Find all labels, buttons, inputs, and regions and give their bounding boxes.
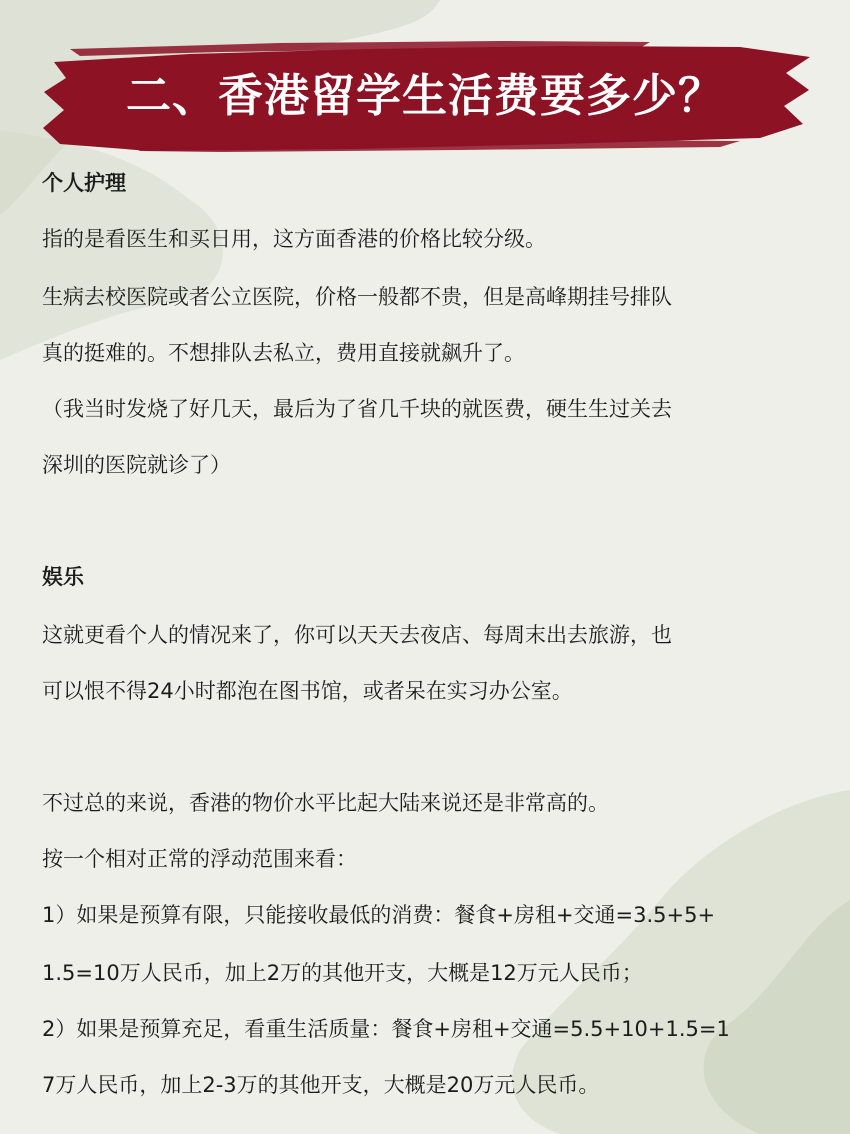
list-item-budget-limited: 1）如果是预算有限，只能接收最低的消费：餐食+房租+交通=3.5+5+	[42, 903, 716, 927]
paragraph-line: 指的是看医生和买日用，这方面香港的价格比较分级。	[42, 227, 546, 251]
paragraph-line: （我当时发烧了好几天，最后为了省几千块的就医费，硬生生过关去	[42, 397, 672, 421]
paragraph-line: 深圳的医院就诊了）	[42, 453, 231, 477]
paragraph-line: 这就更看个人的情况来了，你可以天天去夜店、每周末出去旅游，也	[42, 623, 672, 647]
paragraph-line: 按一个相对正常的浮动范围来看：	[42, 847, 357, 871]
paragraph-line: 真的挺难的。不想排队去私立，费用直接就飙升了。	[42, 341, 525, 365]
section-heading-entertainment: 娱乐	[42, 565, 84, 589]
page-title: 二、香港留学生活费要多少？	[125, 69, 724, 122]
paragraph-line: 不过总的来说，香港的物价水平比起大陆来说还是非常高的。	[42, 791, 609, 815]
paragraph-line: 生病去校医院或者公立医院，价格一般都不贵，但是高峰期挂号排队	[42, 285, 672, 309]
list-item-budget-limited-cont: 1.5=10万人民币，加上2万的其他开支，大概是12万元人民币；	[42, 961, 643, 985]
section-heading-personal-care: 个人护理	[42, 171, 126, 195]
list-item-budget-ample-cont: 7万人民币，加上2-3万的其他开支，大概是20万元人民币。	[42, 1073, 600, 1097]
list-item-budget-ample: 2）如果是预算充足，看重生活质量：餐食+房租+交通=5.5+10+1.5=1	[42, 1017, 730, 1041]
paragraph-line: 可以恨不得24小时都泡在图书馆，或者呆在实习办公室。	[42, 679, 573, 703]
